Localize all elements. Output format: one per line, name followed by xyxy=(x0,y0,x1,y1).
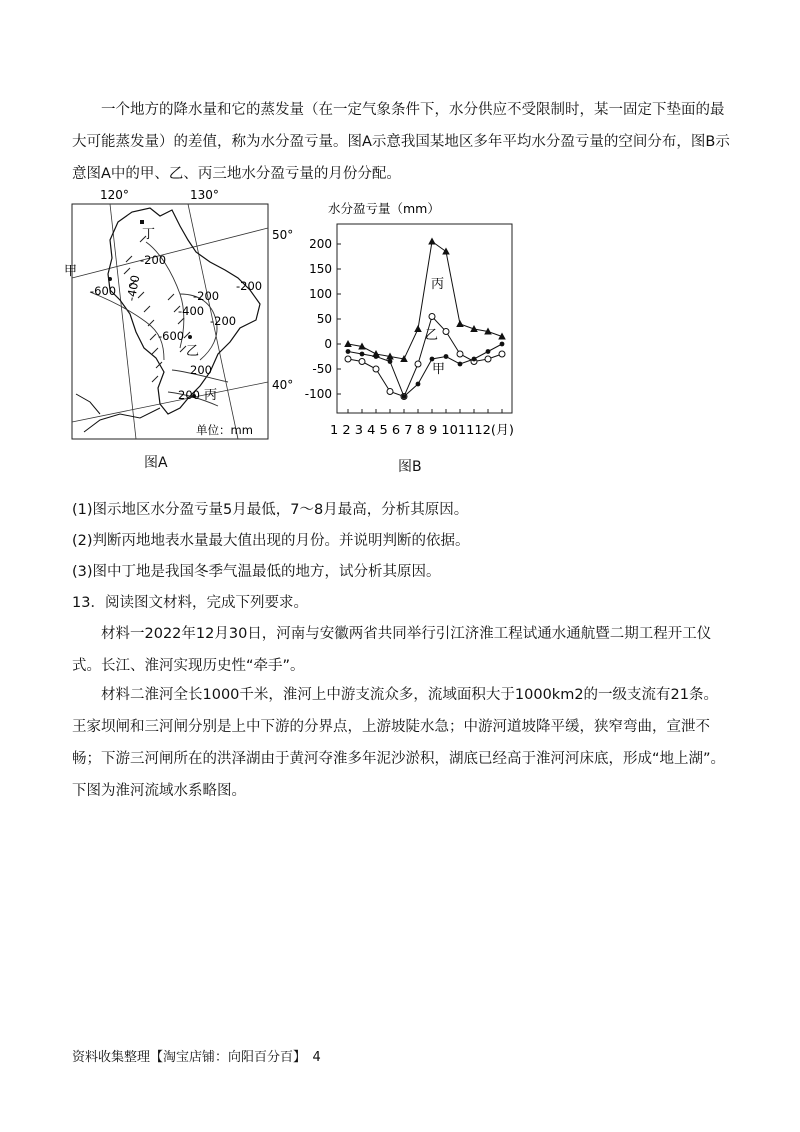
contour-label: -600 xyxy=(90,284,117,298)
data-point xyxy=(430,357,435,362)
data-point xyxy=(458,362,463,367)
plot-frame xyxy=(337,224,512,413)
data-point xyxy=(360,352,365,357)
lat-label-50: 50° xyxy=(272,228,294,242)
data-point xyxy=(345,356,351,362)
place-jia: 甲 xyxy=(64,264,78,279)
lon-label-120: 120° xyxy=(100,188,129,202)
map-unit-label: 单位：mm xyxy=(196,423,253,437)
place-ding: 丁 xyxy=(142,227,156,242)
contour-label: 200 xyxy=(190,363,212,377)
question-13-title: 13．阅读图文材料，完成下列要求。 xyxy=(72,595,308,611)
y-tick-label: -50 xyxy=(312,362,332,376)
data-point xyxy=(456,320,464,327)
lon-label-130: 130° xyxy=(190,188,219,202)
contour-label: -400 xyxy=(123,274,143,303)
series-label: 甲 xyxy=(432,362,446,377)
data-point xyxy=(387,389,393,395)
data-point xyxy=(486,349,491,354)
data-point xyxy=(346,349,351,354)
lat-label-40: 40° xyxy=(272,378,294,392)
contour-label: -200 xyxy=(140,253,167,267)
figure-a-caption: 图A xyxy=(144,455,168,471)
data-point xyxy=(499,351,505,357)
data-point xyxy=(428,238,436,245)
y-tick-label: 100 xyxy=(309,287,332,301)
map-frame xyxy=(72,204,268,439)
data-point xyxy=(373,366,379,372)
material-1: 材料一2022年12月30日，河南与安徽两省共同举行引江济淮工程试通水通航暨二期工程开工仪式。长江、淮河实现历史性“牵手”。 xyxy=(72,626,712,674)
data-point xyxy=(344,340,352,347)
data-point xyxy=(416,382,421,387)
question-1: (1)图示地区水分盈亏量5月最低，7～8月最高，分析其原因。 xyxy=(72,502,469,518)
series-label: 丙 xyxy=(431,277,445,292)
data-point xyxy=(472,357,477,362)
data-point xyxy=(374,354,379,359)
y-tick-label: 200 xyxy=(309,237,332,251)
y-tick-label: -100 xyxy=(304,387,332,401)
question-3: (3)图中丁地是我国冬季气温最低的地方，试分析其原因。 xyxy=(72,564,441,580)
intro-paragraph: 一个地方的降水量和它的蒸发量（在一定气象条件下，水分供应不受限制时，某一固定下垫面的最大可能蒸发量）的差值，称为水分盈亏量。图A示意我国某地区多年平均水分盈亏量的空间分布，图B示意图A中的甲、乙、丙三地水分盈亏量的月份分配。 xyxy=(72,102,730,182)
y-tick-label: 150 xyxy=(309,262,332,276)
contour-label: -200 xyxy=(236,279,263,293)
data-point xyxy=(414,325,422,332)
data-point xyxy=(388,359,393,364)
data-point xyxy=(444,354,449,359)
y-tick-label: 0 xyxy=(324,337,332,351)
data-point xyxy=(402,394,407,399)
x-tick-labels: 1 2 3 4 5 6 7 8 9 101112(月) xyxy=(330,422,514,437)
contour-label: -200 xyxy=(193,289,220,303)
data-point xyxy=(457,351,463,357)
place-yi: 乙 xyxy=(186,344,200,359)
question-2: (2)判断丙地地表水量最大值出现的月份。并说明判断的依据。 xyxy=(72,533,470,549)
data-point xyxy=(442,248,450,255)
figure-b-caption: 图B xyxy=(398,459,422,475)
contour-label: 200 xyxy=(178,388,200,402)
contour-label: -600 xyxy=(158,329,185,343)
series-label: 乙 xyxy=(425,328,439,343)
y-tick-label: 50 xyxy=(316,312,332,326)
contour-label: -400 xyxy=(178,304,205,318)
data-point xyxy=(500,342,505,347)
contour-label: -200 xyxy=(210,314,237,328)
data-point xyxy=(429,314,435,320)
figure-b-chart xyxy=(292,196,542,446)
figure-a-map xyxy=(60,182,294,444)
data-point xyxy=(485,356,491,362)
chart-ylabel: 水分盈亏量（mm） xyxy=(328,201,440,216)
data-point xyxy=(415,361,421,367)
material-2: 材料二淮河全长1000千米，淮河上中游支流众多，流域面积大于1000km2的一级支流有21条。王家坝闸和三河闸分别是上中下游的分界点，上游坡陡水急；中游河道坡降平缓，狭窄弯曲，宣泄不畅；下游三河闸所在的洪泽湖由于黄河夺淮多年泥沙淤积，湖底已经高于淮河河床底，形成“地上湖”。下图为淮河流域水系略图。 xyxy=(72,687,726,799)
place-bing: 丙 xyxy=(204,388,218,403)
data-point xyxy=(443,329,449,335)
page-footer: 资料收集整理【淘宝店铺：向阳百分百】 4 xyxy=(72,1050,321,1065)
data-point xyxy=(359,359,365,365)
